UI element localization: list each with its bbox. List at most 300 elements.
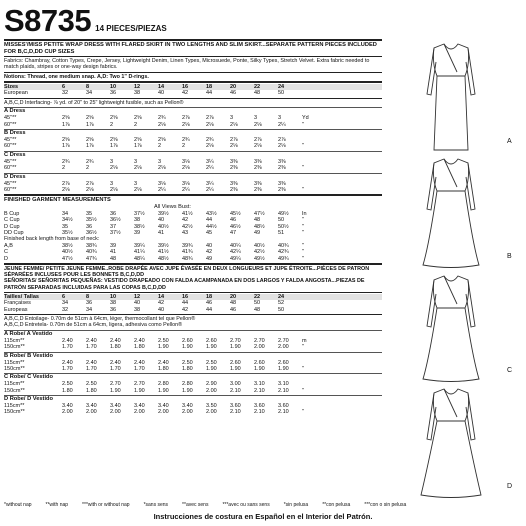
cell: 2¼ bbox=[158, 187, 166, 193]
cell: 3⅜ bbox=[278, 180, 286, 187]
figure-label: D bbox=[507, 483, 513, 490]
cell: 3.10 bbox=[254, 381, 265, 388]
cell: 2¼ bbox=[206, 165, 214, 172]
unit: Yd bbox=[302, 115, 309, 122]
cell: 2.00 bbox=[110, 409, 121, 416]
view-title: D Dress bbox=[4, 173, 26, 180]
cell: 48 bbox=[254, 306, 261, 313]
cell: 40½ bbox=[254, 242, 265, 249]
cell: 2¾ bbox=[206, 137, 214, 144]
cell: 44½ bbox=[206, 223, 217, 230]
cell: 42¾ bbox=[278, 249, 289, 256]
cell: 2⅛ bbox=[182, 165, 190, 172]
footnote: *sin pelusa bbox=[283, 502, 309, 508]
row-label: 45"** bbox=[4, 158, 17, 165]
cell: 3¼ bbox=[206, 158, 214, 165]
cell: 47¾ bbox=[86, 255, 97, 262]
cell: 40¾ bbox=[86, 249, 97, 256]
cell: 8 bbox=[86, 84, 90, 91]
view-title: D Robe/ D Vestido bbox=[4, 396, 53, 403]
footnote: ***with or without nap bbox=[82, 502, 130, 508]
cell: 2.00 bbox=[182, 409, 193, 416]
cell: 8 bbox=[86, 293, 90, 300]
cell: 2¼ bbox=[278, 121, 286, 128]
cell: 2¾ bbox=[182, 137, 190, 144]
view-block bbox=[4, 395, 382, 416]
row-label: C bbox=[4, 249, 8, 256]
cell: 42½ bbox=[182, 223, 193, 230]
cell: 38 bbox=[110, 300, 117, 307]
cell: 2.00 bbox=[134, 409, 145, 416]
row-label: 60"** bbox=[4, 165, 17, 172]
cell: 42¼ bbox=[230, 249, 241, 256]
cell: 36 bbox=[86, 223, 93, 230]
back-length-row bbox=[4, 256, 382, 262]
cell: 48 bbox=[230, 300, 237, 307]
cell: 1.80 bbox=[134, 344, 145, 351]
cell: 49¼ bbox=[230, 255, 241, 262]
row-label: 45"** bbox=[4, 115, 17, 122]
view-block bbox=[4, 151, 382, 172]
yardage-row bbox=[4, 122, 382, 128]
cell: 37½ bbox=[134, 210, 145, 217]
dress-figure-a bbox=[385, 40, 523, 158]
cell: 2⅝ bbox=[134, 115, 142, 122]
cell: 3 bbox=[134, 158, 138, 165]
cell: 32 bbox=[62, 90, 69, 97]
cell: 50 bbox=[254, 300, 261, 307]
cell: 3.10 bbox=[278, 381, 289, 388]
header bbox=[0, 0, 526, 36]
footnote: ***con o sin pelusa bbox=[364, 502, 407, 508]
cell: 2.60 bbox=[254, 359, 265, 366]
cell: 2⅝ bbox=[110, 115, 118, 122]
cell: 3 bbox=[110, 180, 114, 187]
row-label: 150cm** bbox=[4, 387, 25, 394]
cell: 2.40 bbox=[86, 337, 97, 344]
cell: 43½ bbox=[206, 210, 217, 217]
cell: 2.40 bbox=[110, 337, 121, 344]
cell: 39 bbox=[134, 229, 141, 236]
metrage-row bbox=[4, 409, 382, 415]
cell: 2.50 bbox=[206, 359, 217, 366]
unit: " bbox=[302, 143, 304, 150]
cell: 2⅝ bbox=[110, 137, 118, 144]
wrap-line bbox=[444, 389, 457, 417]
left-sleeve bbox=[427, 48, 436, 95]
cell: 2⅜ bbox=[254, 187, 262, 193]
cell: 36½ bbox=[110, 217, 121, 224]
yardage-row bbox=[4, 187, 382, 193]
cell: 41½ bbox=[158, 249, 169, 256]
wrap-line bbox=[444, 276, 457, 304]
description: MISSES'/MISS PETITE WRAP DRESS WITH FLARED SKIRT IN TWO LENGTHS AND SLIM SKIRT...SEPARATE PATTERN PIECES INCLUDED FOR B,C,D,DD CUP SIZES bbox=[4, 42, 377, 55]
cell: 1.90 bbox=[206, 344, 217, 351]
cell: 2.00 bbox=[158, 409, 169, 416]
footnote: **con pelusa bbox=[322, 502, 351, 508]
cell: 2.40 bbox=[62, 337, 73, 344]
cell: 2⅞ bbox=[206, 115, 214, 122]
cell: 50 bbox=[278, 90, 285, 97]
cell: 14 bbox=[158, 84, 165, 91]
cell: 1⅞ bbox=[110, 143, 118, 150]
cell: 2 bbox=[158, 143, 162, 150]
cell: 1.90 bbox=[158, 387, 169, 394]
row-label: 60"** bbox=[4, 143, 17, 150]
cell: 35½ bbox=[86, 217, 97, 224]
view-title: B Robe/ B Vestido bbox=[4, 352, 53, 359]
cell: 2⅜ bbox=[278, 187, 286, 193]
cell: 44 bbox=[206, 217, 213, 224]
french-description: JEUNE FEMME/ PETITE JEUNE FEMME..ROBE DRAPÉE AVEC JUPE ÉVASÉE EN DEUX LONGUEURS ET JUPE ÉTROITE...PIÈCES DE PATRON SÉPARÉES INCLUSES POUR LES BONNETS B,C,D,DD bbox=[4, 265, 370, 279]
cell: 34 bbox=[62, 210, 69, 217]
cell: 2.40 bbox=[134, 359, 145, 366]
row-label: B Cup bbox=[4, 210, 20, 217]
cell: 1.90 bbox=[230, 365, 241, 372]
cell: 2.10 bbox=[278, 409, 289, 416]
cell: 3.40 bbox=[182, 403, 193, 410]
cell: 38¾ bbox=[86, 242, 97, 249]
unit: " bbox=[302, 365, 304, 372]
row-label: Sizes bbox=[4, 84, 19, 91]
figure-label: A bbox=[507, 138, 512, 145]
cell: 48 bbox=[254, 217, 261, 224]
cell: 3⅜ bbox=[230, 180, 238, 187]
spanish-description: SEÑORITAS/ SEÑORITAS PEQUEÑAS: VESTIDO DRAPEADO CON FALDA ACAMPANADA EN DOS LARGOS Y FALDA ANGOSTA...PIEZAS DE PATRÓN SEPARADAS INCLUIDAS PARA LAS COPAS B,C,D,DD bbox=[4, 278, 365, 291]
cell: 10 bbox=[110, 293, 117, 300]
cell: 2 bbox=[110, 121, 114, 128]
cell: 39½ bbox=[158, 242, 169, 249]
unit: " bbox=[302, 121, 304, 128]
cell: 48½ bbox=[158, 255, 169, 262]
cell: 2.70 bbox=[230, 337, 241, 344]
cell: 40¾ bbox=[278, 242, 289, 249]
right-sleeve bbox=[466, 48, 475, 95]
cell: 14 bbox=[158, 293, 165, 300]
cell: 40 bbox=[206, 242, 213, 249]
cell: 2⅛ bbox=[86, 187, 94, 193]
row-label: C Cup bbox=[4, 217, 20, 224]
cell: 2¾ bbox=[158, 115, 166, 122]
unit: " bbox=[302, 187, 304, 193]
cell: 41 bbox=[158, 229, 165, 236]
cell: 2¼ bbox=[206, 187, 214, 193]
cell: 48 bbox=[254, 90, 261, 97]
cell: 3⅜ bbox=[254, 180, 262, 187]
cell: 20 bbox=[230, 84, 237, 91]
cell: 1.80 bbox=[158, 365, 169, 372]
cell: 40¼ bbox=[230, 242, 241, 249]
cell: 41 bbox=[110, 249, 117, 256]
row-label: DD Cup bbox=[4, 229, 24, 236]
cell: 3⅜ bbox=[278, 158, 286, 165]
cell: 49½ bbox=[278, 210, 289, 217]
cell: 2¾ bbox=[62, 158, 70, 165]
cell: 38 bbox=[134, 306, 141, 313]
cell: 2⅞ bbox=[254, 137, 262, 144]
skirt-outline bbox=[423, 308, 479, 382]
cell: 2.10 bbox=[230, 409, 241, 416]
cell: 39¼ bbox=[134, 242, 145, 249]
cell: 2⅛ bbox=[134, 187, 142, 193]
cell: 24 bbox=[278, 84, 285, 91]
cell: 42 bbox=[158, 300, 165, 307]
cell: 2.00 bbox=[206, 387, 217, 394]
cell: 2⅛ bbox=[182, 121, 190, 128]
cell: 48¼ bbox=[134, 255, 145, 262]
view-block bbox=[4, 173, 382, 194]
finished-title: FINISHED GARMENT MEASUREMENTS bbox=[4, 197, 111, 204]
cell: 2⅞ bbox=[86, 180, 94, 187]
cell: 40 bbox=[158, 90, 165, 97]
yardage-row bbox=[4, 143, 382, 149]
wrap-line bbox=[444, 44, 457, 72]
cell: 2.40 bbox=[134, 337, 145, 344]
row-label: 115cm** bbox=[4, 337, 25, 344]
cell: 42 bbox=[182, 306, 189, 313]
cell: 46 bbox=[230, 306, 237, 313]
footnote: **avec sens bbox=[182, 502, 209, 508]
cell: 34 bbox=[86, 90, 93, 97]
cell: 3⅜ bbox=[254, 158, 262, 165]
cell: 2.60 bbox=[182, 337, 193, 344]
cell: 38 bbox=[134, 90, 141, 97]
cell: 2.70 bbox=[110, 381, 121, 388]
cell: 2⅛ bbox=[158, 165, 166, 172]
cell: 2⅛ bbox=[254, 143, 262, 150]
cell: 2⅞ bbox=[278, 137, 286, 144]
cell: 2.80 bbox=[158, 381, 169, 388]
view-title: C Robe/ C Vestido bbox=[4, 374, 53, 381]
yardage-row bbox=[4, 165, 382, 171]
cell: 2⅝ bbox=[86, 115, 94, 122]
cell: 36 bbox=[110, 90, 117, 97]
metrage-row bbox=[4, 388, 382, 394]
figure-label: C bbox=[507, 367, 513, 374]
cell: 3.40 bbox=[110, 403, 121, 410]
cell: 22 bbox=[254, 293, 261, 300]
europeas-row bbox=[4, 307, 382, 313]
metrage-row bbox=[4, 344, 382, 350]
cell: 2⅜ bbox=[278, 165, 286, 172]
cell: 1⅞ bbox=[134, 143, 142, 150]
wrap-line bbox=[444, 159, 457, 187]
cell: 2.00 bbox=[206, 409, 217, 416]
cell: 3.60 bbox=[278, 403, 289, 410]
yardage-table bbox=[4, 107, 382, 193]
cell: 2 bbox=[182, 143, 186, 150]
cell: 39¾ bbox=[182, 242, 193, 249]
cell: 2⅝ bbox=[134, 137, 142, 144]
cell: 36 bbox=[86, 300, 93, 307]
entretela: A,B,C,D Entretela- 0.70m de 51cm a 64cm, ligera, adhesiva como Pellon® bbox=[4, 322, 183, 329]
cell: 18 bbox=[206, 84, 213, 91]
back-length-table bbox=[4, 243, 382, 262]
row-label: 150cm** bbox=[4, 409, 25, 416]
cell: 2.50 bbox=[62, 381, 73, 388]
unit: " bbox=[302, 249, 304, 256]
cell: 2 bbox=[134, 121, 138, 128]
cell: 1.90 bbox=[134, 387, 145, 394]
cell: 1.70 bbox=[62, 365, 73, 372]
cell: 2.70 bbox=[278, 337, 289, 344]
unit: " bbox=[302, 165, 304, 172]
cell: 47 bbox=[230, 229, 237, 236]
skirt-outline bbox=[434, 76, 468, 150]
cell: 41½ bbox=[182, 210, 193, 217]
cell: 2.70 bbox=[134, 381, 145, 388]
cell: 2.40 bbox=[158, 359, 169, 366]
cell: 2.50 bbox=[86, 381, 97, 388]
unit: " bbox=[302, 387, 304, 394]
cell: 1.90 bbox=[110, 387, 121, 394]
cell: 3 bbox=[278, 115, 282, 122]
cell: 2⅜ bbox=[230, 187, 238, 193]
cell: 1⅞ bbox=[62, 121, 70, 128]
cell: 3.50 bbox=[206, 403, 217, 410]
cell: 40 bbox=[158, 217, 165, 224]
cell: 2⅜ bbox=[230, 165, 238, 172]
cell: 35½ bbox=[62, 229, 73, 236]
cell: 2¼ bbox=[182, 187, 190, 193]
cell: 1.90 bbox=[278, 365, 289, 372]
cell: 12 bbox=[134, 84, 141, 91]
dress-drawing bbox=[385, 272, 523, 387]
cell: 2.80 bbox=[182, 381, 193, 388]
left-sleeve bbox=[427, 163, 436, 210]
cell: 2⅛ bbox=[206, 121, 214, 128]
cell: 36½ bbox=[86, 229, 97, 236]
cell: 3.60 bbox=[230, 403, 241, 410]
european-row bbox=[4, 90, 382, 96]
cell: 2⅛ bbox=[110, 165, 118, 172]
cell: 49¾ bbox=[278, 255, 289, 262]
cell: 1.90 bbox=[158, 344, 169, 351]
row-label: 45"** bbox=[4, 137, 17, 144]
cell: 1.80 bbox=[62, 387, 73, 394]
interfacing: A,B,C,D Interfacing- ⅞ yd. of 20" to 25" lightweight fusible, such as Pellon® bbox=[4, 99, 184, 106]
cell: 3⅛ bbox=[182, 158, 190, 165]
cell: 1.70 bbox=[110, 365, 121, 372]
row-label: 60"** bbox=[4, 187, 17, 193]
cell: 1.90 bbox=[230, 344, 241, 351]
cell: 2⅛ bbox=[62, 187, 70, 193]
cell: 46 bbox=[206, 300, 213, 307]
entoilage: A,B,C,D Entoilage- 0.70m de 51cm à 64cm, léger, thermocollant tel que Pellon® bbox=[4, 315, 196, 322]
cell: 3⅜ bbox=[230, 158, 238, 165]
pieces-count: 14 PIECES/PIEZAS bbox=[95, 24, 167, 33]
cell: 2⅛ bbox=[158, 121, 166, 128]
unit: " bbox=[302, 229, 304, 236]
cell: 3⅛ bbox=[158, 180, 166, 187]
footnote: *sans sens bbox=[143, 502, 169, 508]
cell: 2.10 bbox=[254, 387, 265, 394]
cell: 2⅞ bbox=[182, 115, 190, 122]
cell: 40 bbox=[158, 306, 165, 313]
cell: 2.00 bbox=[254, 344, 265, 351]
row-label: 115cm** bbox=[4, 403, 25, 410]
cell: 2.40 bbox=[62, 359, 73, 366]
cell: 42½ bbox=[254, 249, 265, 256]
cell: 2⅝ bbox=[86, 137, 94, 144]
cell: 42 bbox=[206, 249, 213, 256]
view-title: A Dress bbox=[4, 108, 26, 115]
cell: 2.10 bbox=[230, 387, 241, 394]
cell: 37 bbox=[110, 223, 117, 230]
cell: 2.00 bbox=[278, 344, 289, 351]
cell: 2.10 bbox=[278, 387, 289, 394]
unit: " bbox=[302, 344, 304, 351]
cell: 3 bbox=[110, 158, 114, 165]
cell: 43 bbox=[182, 229, 189, 236]
cell: 1.70 bbox=[86, 344, 97, 351]
pattern-code: S8735 bbox=[4, 3, 92, 38]
cell: 48¾ bbox=[182, 255, 193, 262]
footnote: **with nap bbox=[45, 502, 69, 508]
cell: 3.40 bbox=[134, 403, 145, 410]
cell: 16 bbox=[182, 84, 189, 91]
row-label: Europeas bbox=[4, 306, 28, 313]
cell: 2.90 bbox=[206, 381, 217, 388]
cell: 1.90 bbox=[206, 365, 217, 372]
cell: 35 bbox=[86, 210, 93, 217]
cell: 1⅞ bbox=[62, 143, 70, 150]
cell: 3 bbox=[134, 180, 138, 187]
cell: 41¾ bbox=[182, 249, 193, 256]
cell: 42 bbox=[182, 217, 189, 224]
row-label: D Cup bbox=[4, 223, 20, 230]
cell: 1⅞ bbox=[86, 121, 94, 128]
cell: 6 bbox=[62, 84, 66, 91]
cell: 3.00 bbox=[230, 381, 241, 388]
cell: 2.60 bbox=[278, 359, 289, 366]
cell: 24 bbox=[278, 293, 285, 300]
cell: 50 bbox=[278, 217, 285, 224]
cell: 2¾ bbox=[86, 158, 94, 165]
cell: 2.60 bbox=[230, 359, 241, 366]
cell: 3.40 bbox=[62, 403, 73, 410]
cell: 2.60 bbox=[206, 337, 217, 344]
tailles-table bbox=[4, 294, 382, 313]
cell: 2⅝ bbox=[62, 137, 70, 144]
cell: 1.90 bbox=[182, 387, 193, 394]
row-label: D bbox=[4, 255, 8, 262]
cell: 2.40 bbox=[110, 359, 121, 366]
unit: " bbox=[302, 223, 304, 230]
view-title: A Robe/ A Vestido bbox=[4, 330, 53, 337]
cell: 2⅜ bbox=[254, 165, 262, 172]
cell: 2⅞ bbox=[62, 180, 70, 187]
finished-subtitle: All Views Bust: bbox=[154, 204, 191, 211]
cell: 47½ bbox=[254, 210, 265, 217]
view-block bbox=[4, 330, 382, 351]
cell: 2 bbox=[62, 165, 66, 172]
dress-drawing bbox=[385, 385, 523, 503]
cell: 36 bbox=[110, 210, 117, 217]
row-label: 150cm** bbox=[4, 365, 25, 372]
cell: 2.70 bbox=[254, 337, 265, 344]
view-title: C Dress bbox=[4, 151, 26, 158]
unit: " bbox=[302, 217, 304, 224]
cell: 3.40 bbox=[158, 403, 169, 410]
unit: m bbox=[302, 337, 307, 344]
cell: 3.40 bbox=[86, 403, 97, 410]
cell: 49 bbox=[254, 229, 261, 236]
cell: 18 bbox=[206, 293, 213, 300]
cell: 41¼ bbox=[134, 249, 145, 256]
cell: 2⅛ bbox=[230, 143, 238, 150]
cell: 3 bbox=[158, 158, 162, 165]
